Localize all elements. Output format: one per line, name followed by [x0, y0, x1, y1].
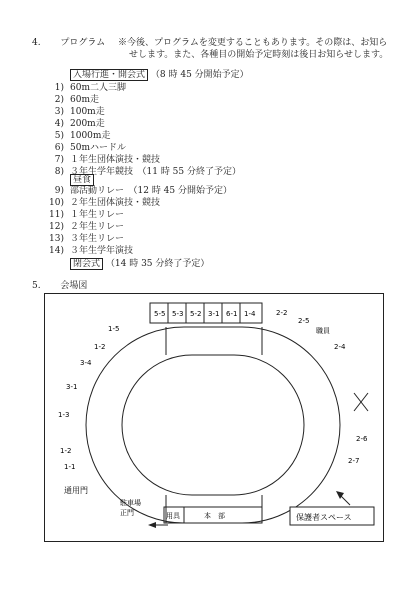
program-item-text: １年生団体演技・競技 [70, 155, 161, 165]
section5-title: 会場図 [60, 281, 88, 291]
program-item-number: 7) [54, 155, 64, 165]
program-item-text: １年生リレー [70, 210, 125, 220]
program-item [30, 83, 126, 94]
program-item-number: 11) [49, 210, 64, 220]
program-item-number: 1) [54, 83, 64, 93]
program-item-text: 100m走 [70, 107, 105, 117]
program-item-number: 3) [54, 107, 64, 117]
gate-label: 正門 [120, 509, 134, 517]
outer-track [86, 327, 340, 523]
inner-track [122, 355, 304, 495]
closing-label: 閉会式 [70, 258, 103, 270]
program-item [30, 167, 241, 178]
program-item [30, 222, 124, 233]
top-right-label: 2-2 [276, 309, 288, 317]
top-label: 5-2 [190, 310, 202, 318]
left-label: 1-2 [94, 343, 106, 351]
section-title: プログラム [60, 38, 106, 48]
program-item-text: ２年生団体演技・競技 [70, 198, 161, 208]
top-tents [150, 303, 262, 323]
tent-label: 本 部 [204, 512, 225, 520]
top-label: 1-4 [244, 310, 256, 318]
program-item [30, 95, 99, 106]
program-item [30, 210, 124, 221]
left-label: 3-1 [66, 383, 78, 391]
program-item [30, 107, 105, 118]
program-item-text: 部活動リレー （12 時 45 分開始予定） [70, 186, 232, 196]
program-item [30, 198, 160, 209]
program-item [30, 131, 110, 142]
top-label: 5-5 [154, 310, 166, 318]
right-area [348, 393, 368, 465]
corner-label: 駐車場 [120, 499, 141, 507]
program-item [30, 143, 126, 154]
top-right-label: 2-5 [298, 317, 310, 325]
left-label: 1-3 [58, 411, 70, 419]
top-right-label: 職員 [316, 327, 330, 335]
program-item-text: 60m走 [70, 95, 99, 105]
program-item-number: 14) [49, 246, 64, 256]
top-label: 5-3 [172, 310, 184, 318]
opening-time: （8 時 45 分開始予定） [150, 70, 249, 80]
program-item-text: 200m走 [70, 119, 105, 129]
left-label: 1-5 [108, 325, 120, 333]
program-item-number: 2) [54, 95, 64, 105]
program-item-text: ３年生リレー [70, 234, 125, 244]
program-item-text: 1000m走 [70, 131, 111, 141]
program-item-number: 5) [54, 131, 64, 141]
program-item-number: 8) [54, 167, 64, 177]
right-label: 2-6 [356, 435, 368, 443]
top-label: 6-1 [226, 310, 238, 318]
program-item-number: 6) [54, 143, 64, 153]
top-right-label: 2-4 [334, 343, 346, 351]
program-item [30, 234, 124, 245]
guardian-space [290, 491, 374, 525]
program-item-text: ２年生リレー [70, 222, 125, 232]
tent-label: 用具 [166, 512, 180, 520]
program-item-number: 9) [54, 186, 64, 196]
program-item-number: 12) [49, 222, 64, 232]
program-item [30, 246, 133, 257]
program-item-text: 60m二人三脚 [70, 83, 126, 93]
left-label: 1-1 [64, 463, 76, 471]
program-item-number: 13) [49, 234, 64, 244]
lunch-label: 昼食 [70, 174, 94, 186]
program-item-text: ３年生学年演技 [70, 246, 134, 256]
program-item [30, 119, 105, 130]
program-item-number: 4) [54, 119, 64, 129]
program-note-line1: ※今後、プログラムを変更することもあります。その際は、お知ら [118, 38, 388, 48]
left-label: 1-2 [60, 447, 72, 455]
program-note-line2: せします。また、各種目の開始予定時刻は後日お知らせします。 [129, 50, 389, 60]
venue-boundary [45, 294, 384, 542]
section-number: 4. [32, 38, 41, 48]
venue-map [44, 293, 384, 543]
svg-text:保護者スペース: 保護者スペース [296, 513, 352, 522]
bottom-tents [164, 507, 262, 523]
program-item [30, 186, 232, 197]
closing-time: （14 時 35 分終了予定） [105, 259, 210, 269]
right-label: 2-7 [348, 457, 360, 465]
top-label: 3-1 [208, 310, 220, 318]
section5-number: 5. [32, 281, 41, 291]
program-item [30, 155, 160, 166]
opening-label: 入場行進・開会式 [70, 69, 148, 81]
program-item-number: 10) [49, 198, 64, 208]
bottom-left-label: 通用門 [64, 486, 88, 495]
program-item-text: ３年生学年競技 （11 時 55 分終了予定） [70, 167, 241, 177]
program-item-text: 50mハードル [70, 143, 126, 153]
left-label: 3-4 [80, 359, 92, 367]
